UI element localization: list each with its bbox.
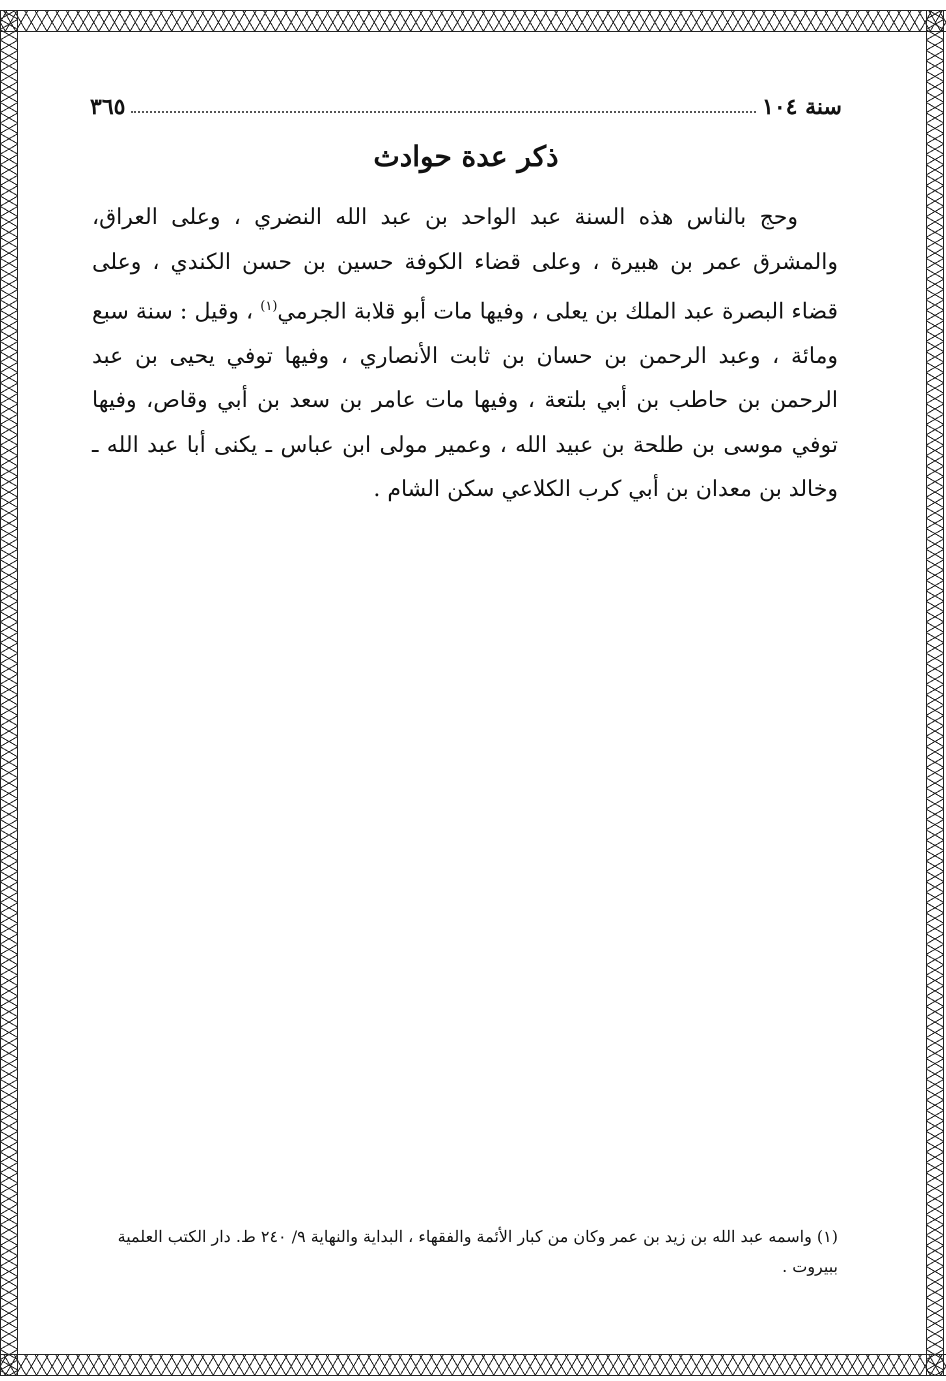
body-text (92, 196, 838, 513)
page-number: ٣٦٥ (90, 94, 126, 120)
section-title: ذكر عدة حوادث (373, 140, 559, 173)
body-text-part-2: ، وقيل : سنة سبع ومائة ، وعبد الرحمن بن حسان بن ثابت الأنصاري ، وفيها توفي يحيى بن عبد الرحمن بن حاطب بن أبي بلتعة ، وفيها مات عامر بن سعد بن أبي وقاص، وفيها توفي موسى بن طلحة بن عبيد الله ، وعمير مولى ابن عباس ـ يكنى أبا عبد الله ـ وخالد بن معدان بن أبي كرب الكلاعي سكن الشام . (92, 299, 838, 503)
ornamental-border-bottom (0, 1354, 946, 1376)
page-header (90, 88, 842, 120)
running-head: سنة ١٠٤ (762, 94, 842, 120)
body-text-part-1: وحج بالناس هذه السنة عبد الواحد بن عبد الله النضري ، وعلى العراق، والمشرق عمر بن هبيرة ، وعلى قضاء الكوفة حسين بن حسن الكندي ، وعلى قضاء البصرة عبد الملك بن يعلى ، وفيها مات أبو قلابة الجرمي (92, 205, 838, 325)
ornamental-border-right (926, 10, 944, 1376)
body-paragraph (92, 196, 838, 513)
footnote: (١) واسمه عبد الله بن زيد بن عمر وكان من كبار الأئمة والفقهاء ، البداية والنهاية ٩/ ٢٤٠ ط. دار الكتب العلمية ببيروت . (117, 1227, 838, 1276)
ornamental-border-left (0, 10, 18, 1376)
header-leader-dots (131, 111, 756, 113)
ornamental-border-top (0, 10, 946, 32)
footnote-reference: (١) (260, 299, 278, 314)
